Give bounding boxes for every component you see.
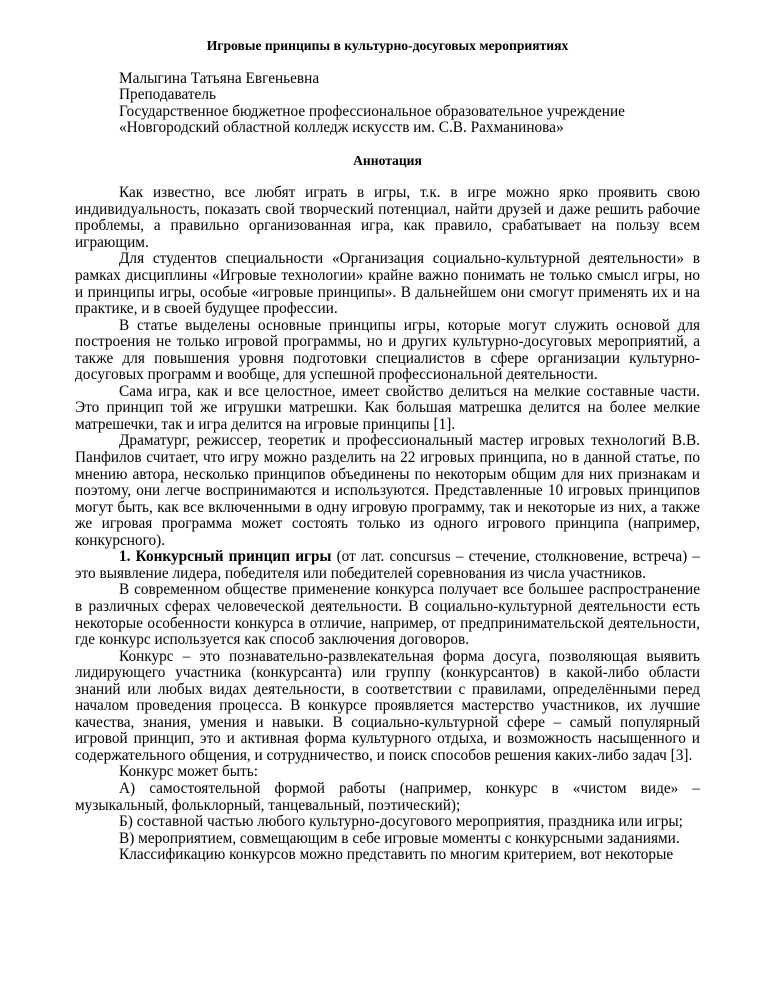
list-intro: Конкурс может быть:: [119, 763, 258, 781]
paragraph: Конкурс – это познавательно-развлекательная форма досуга, позволяющая выявить лидирующего участника (конкурсанта) или группу (конкурсантов) в какой-либо области знаний или любых видах деятельности, в соответствии с правилами, определёнными перед началом проведения процесса. В конкурсе проявляется мастерство участников, их лучшие качества, знания, умения и навыки. В социально-культурной сфере – самый популярный игровой принцип, это и активная форма культурного отдыха, и возможность насыщенного и содержательного общения, и сотрудничество, и поиск способов решения каких-либо задач [3].: [75, 647, 700, 764]
author-org-line2: «Новгородский областной колледж искусств им. С.В. Рахманинова»: [119, 119, 564, 137]
author-org-line1: Государственное бюджетное профессиональное образовательное учреждение: [119, 102, 625, 120]
author-name: Малыгина Татьяна Евгеньевна: [119, 69, 320, 87]
author-position: Преподаватель: [119, 86, 216, 104]
paragraph-section-1: [75, 549, 700, 582]
paragraph: В статье выделены основные принципы игры, которые могут служить основой для построения не только игровой программы, но и других культурно-досуговых мероприятий, а также для повышения уровня подготовки специалистов в сфере организации культурно-досуговых программ и вообще, для успешной профессиональной деятельности.: [75, 316, 700, 384]
section-text: (от лат. concursus – стечение, столкновение, встреча) – это выявление лидера, победителя или победителей соревнования из числа участников.: [75, 548, 700, 582]
list-item: А) самостоятельной формой работы (например, конкурс в «чистом виде» – музыкальный, фольклорный, танцевальный, поэтический);: [75, 779, 700, 814]
paragraph: Как известно, все любят играть в игры, т.к. в игре можно ярко проявить свою индивидуальность, показать свой творческий потенциал, найти друзей и даже решить рабочие проблемы, а правильно организованная игра, как правило, срабатывает на пользу всем играющим.: [75, 184, 700, 251]
paragraph: Сама игра, как и все целостное, имеет свойство делиться на мелкие составные части. Это принцип той же игрушки матрешки. Как большая матрешка делится на более мелкие матрешечки, так и игра делится на игровые принципы [1].: [75, 382, 700, 433]
paragraph: Для студентов специальности «Организация социально-культурной деятельности» в рамках дисциплины «Игровые технологии» крайне важно понимать не только смысл игры, но и принципы игры, особые «игровые принципы». В дальнейшем они смогут применять их и на практике, и в своей будущее профессии.: [75, 250, 700, 318]
paragraph: В современном обществе применение конкурса получает все большее распространение в различных сферах человеческой деятельности. В социально-культурной деятельности есть некоторые особенности конкурса в отличие, например, от предпринимательской деятельности, где конкурс используется как способ заключения договоров.: [75, 581, 700, 649]
paragraph: Классификацию конкурсов можно представить по многим критерием, вот некоторые: [119, 846, 674, 864]
paragraph: Драматург, режиссер, теоретик и профессиональный мастер игровых технологий В.В. Панфилов считает, что игру можно разделить на 22 игровых принципа, но в данной статье, по мнению автора, несколько принципов объединены по некоторым общим для них признакам и поэтому, они легче воспринимаются и используются. Представленные 10 игровых принципов могут быть, как все включенными в одну игровую программу, так и некоторые из них, а также же игровая программа может состоять только из одного игрового принципа (например, конкурсного).: [75, 432, 700, 549]
section-heading: 1. Конкурсный принцип игры: [119, 548, 332, 566]
contest-types-list: [75, 764, 700, 847]
author-block: [119, 71, 700, 137]
annotation-heading: Аннотация: [353, 152, 422, 168]
document-title: Игровые принципы в культурно-досуговых мероприятиях: [206, 38, 569, 53]
list-item: Б) составной частью любого культурно-досугового мероприятия, праздника или игры;: [119, 813, 683, 831]
body-text: [75, 185, 700, 863]
document-page: [75, 38, 700, 864]
list-item: В) мероприятием, совмещающим в себе игровые моменты с конкурсными заданиями.: [119, 829, 680, 847]
